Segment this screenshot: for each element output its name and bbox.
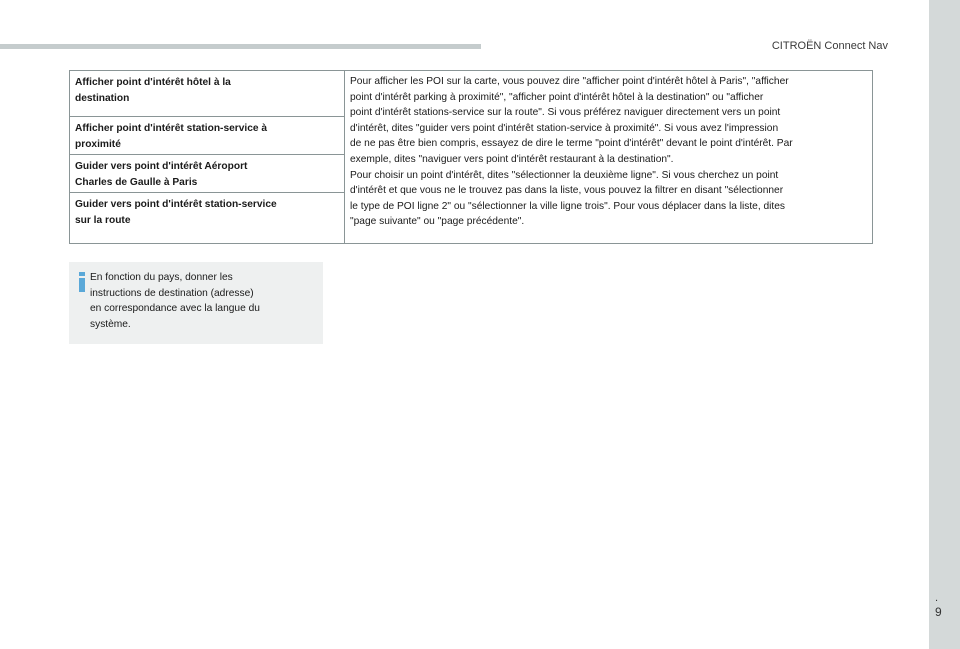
header-rule — [0, 44, 481, 49]
description-cell — [345, 71, 873, 244]
manual-title: CITROËN Connect Nav — [771, 40, 888, 52]
table-row — [70, 71, 873, 117]
info-note-text: En fonction du pays, donner les instructions de destination (adresse) en correspondance avec la langue du système. — [90, 272, 260, 330]
info-note — [69, 262, 323, 344]
description-text: Pour afficher les POI sur la carte, vous pouvez dire "afficher point d'intérêt hôtel à Paris", "afficher point d'intérêt parking à proximité", "afficher point d'intérêt hôtel à la destination" ou "afficher point d'intérêt stations-service sur la route". Si vous préférez naviguer directement vers un point d'intérêt, dites "guider vers point d'intérêt station-service à proximité". Si vous avez l'impression de ne pas être bien compris, essayez de dire le terme "point d'intérêt" devant le point d'intérêt. Par exemple, dites "naviguer vers point d'intérêt restaurant à la destination". Pour choisir un point d'intérêt, dites "sélectionner la deuxième ligne". Si vous cherchez un point d'intérêt et que vous ne le trouvez pas dans la liste, vous pouvez la filtrer en disant "sélectionner le type de POI ligne 2" ou "sélectionner la ville ligne trois". Pour vous déplacer dans la liste, dites "page suivante" ou "page précédente". — [350, 76, 793, 228]
command-cell: Guider vers point d'intérêt station-service sur la route — [70, 193, 345, 244]
page-side-band — [929, 0, 960, 649]
command-cell: Afficher point d'intérêt station-service à proximité — [70, 117, 345, 155]
info-icon — [79, 272, 85, 292]
command-cell: Afficher point d'intérêt hôtel à la destination — [70, 71, 345, 117]
command-cell: Guider vers point d'intérêt Aéroport Charles de Gaulle à Paris — [70, 155, 345, 193]
voice-commands-table — [69, 70, 873, 244]
page-marker: . — [935, 592, 939, 604]
page-number: 9 — [935, 605, 942, 619]
